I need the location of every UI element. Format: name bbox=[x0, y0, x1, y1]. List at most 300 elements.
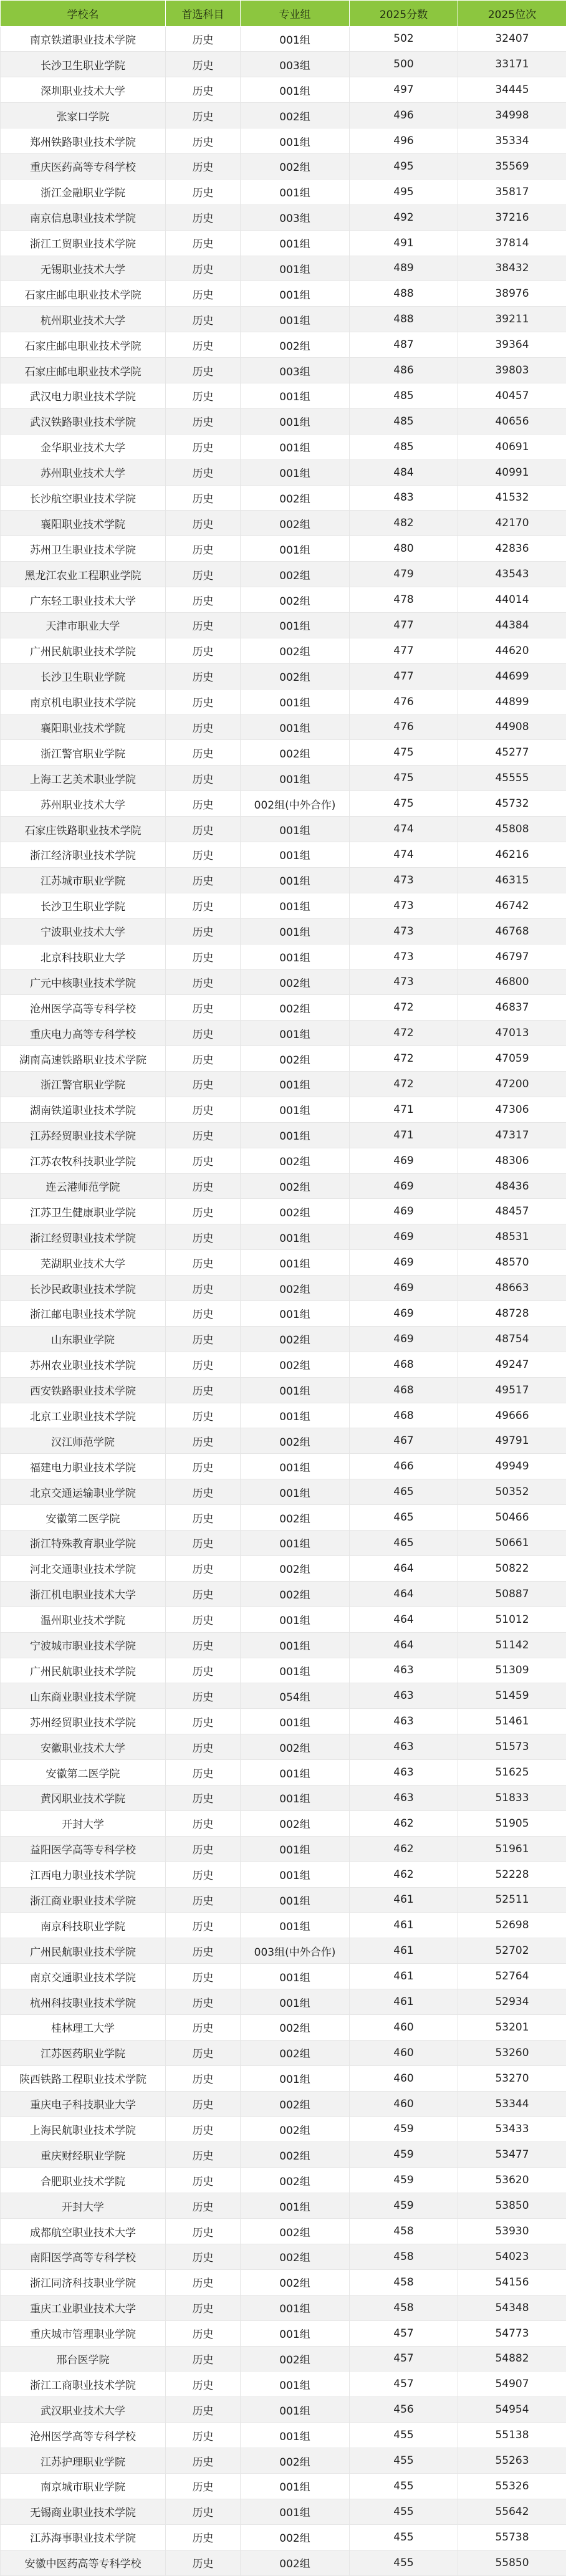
major-group-cell: 001组 bbox=[241, 77, 350, 103]
table-row bbox=[1, 1862, 566, 1887]
first-subject-cell: 历史 bbox=[166, 2219, 241, 2244]
table-row bbox=[1, 2193, 566, 2219]
school-name-cell: 安徽中医药高等专科学校 bbox=[1, 2550, 166, 2575]
table-row bbox=[1, 1505, 566, 1531]
major-group-cell: 001组 bbox=[241, 1097, 350, 1122]
score-cell: 467 bbox=[350, 1428, 458, 1454]
table-row bbox=[1, 2397, 566, 2423]
major-group-cell: 002组 bbox=[241, 1046, 350, 1072]
school-name-cell: 河北交通职业技术学院 bbox=[1, 1555, 166, 1581]
school-name-cell: 重庆电子科技职业大学 bbox=[1, 2091, 166, 2117]
first-subject-cell: 历史 bbox=[166, 1555, 241, 1581]
rank-cell: 46837 bbox=[458, 995, 566, 1021]
school-name-cell: 苏州农业职业技术学院 bbox=[1, 1352, 166, 1377]
major-group-cell: 001组 bbox=[241, 1836, 350, 1862]
table-row bbox=[1, 1913, 566, 1938]
first-subject-cell: 历史 bbox=[166, 766, 241, 791]
school-name-cell: 江苏护理职业学院 bbox=[1, 2448, 166, 2474]
major-group-cell: 001组 bbox=[241, 867, 350, 893]
major-group-cell: 001组 bbox=[241, 714, 350, 740]
table-row bbox=[1, 2269, 566, 2295]
rank-cell: 45277 bbox=[458, 740, 566, 766]
score-cell: 476 bbox=[350, 714, 458, 740]
score-cell: 468 bbox=[350, 1352, 458, 1377]
rank-cell: 51459 bbox=[458, 1683, 566, 1709]
school-name-cell: 石家庄邮电职业技术学院 bbox=[1, 358, 166, 383]
major-group-cell: 002组 bbox=[241, 1734, 350, 1760]
table-row bbox=[1, 2524, 566, 2550]
table-row bbox=[1, 332, 566, 358]
rank-cell: 35817 bbox=[458, 179, 566, 204]
major-group-cell: 054组 bbox=[241, 1683, 350, 1709]
rank-cell: 50887 bbox=[458, 1581, 566, 1607]
table-row bbox=[1, 1785, 566, 1810]
score-cell: 485 bbox=[350, 434, 458, 459]
score-cell: 455 bbox=[350, 2448, 458, 2474]
first-subject-cell: 历史 bbox=[166, 459, 241, 485]
major-group-cell: 001组 bbox=[241, 1224, 350, 1250]
first-subject-cell: 历史 bbox=[166, 689, 241, 714]
score-cell: 457 bbox=[350, 2346, 458, 2372]
first-subject-cell: 历史 bbox=[166, 408, 241, 434]
table-row bbox=[1, 1760, 566, 1785]
table-row bbox=[1, 2346, 566, 2372]
first-subject-cell: 历史 bbox=[166, 1581, 241, 1607]
rank-cell: 51461 bbox=[458, 1709, 566, 1734]
school-name-cell: 苏州职业技术大学 bbox=[1, 459, 166, 485]
rank-cell: 39211 bbox=[458, 307, 566, 332]
major-group-cell: 002组(中外合作) bbox=[241, 791, 350, 817]
first-subject-cell: 历史 bbox=[166, 2091, 241, 2117]
first-subject-cell: 历史 bbox=[166, 1403, 241, 1428]
table-row bbox=[1, 103, 566, 128]
score-cell: 463 bbox=[350, 1760, 458, 1785]
rank-cell: 39803 bbox=[458, 358, 566, 383]
rank-cell: 48728 bbox=[458, 1301, 566, 1327]
table-row bbox=[1, 77, 566, 103]
first-subject-cell: 历史 bbox=[166, 1683, 241, 1709]
table-header-row bbox=[1, 1, 566, 27]
table-row bbox=[1, 2295, 566, 2320]
score-cell: 455 bbox=[350, 2423, 458, 2448]
major-group-cell: 001组 bbox=[241, 2320, 350, 2346]
school-name-cell: 江苏城市职业学院 bbox=[1, 867, 166, 893]
first-subject-cell: 历史 bbox=[166, 1989, 241, 2015]
school-name-cell: 上海民航职业技术学院 bbox=[1, 2117, 166, 2142]
score-cell: 468 bbox=[350, 1403, 458, 1428]
major-group-cell: 001组 bbox=[241, 1785, 350, 1810]
school-name-cell: 南京交通职业技术学院 bbox=[1, 1964, 166, 1989]
major-group-cell: 002组 bbox=[241, 1148, 350, 1173]
first-subject-cell: 历史 bbox=[166, 103, 241, 128]
major-group-cell: 002组 bbox=[241, 2244, 350, 2269]
rank-cell: 40457 bbox=[458, 383, 566, 408]
major-group-cell: 002组 bbox=[241, 1428, 350, 1454]
first-subject-cell: 历史 bbox=[166, 1479, 241, 1505]
table-row bbox=[1, 995, 566, 1021]
major-group-cell: 001组 bbox=[241, 1122, 350, 1148]
rank-cell: 52228 bbox=[458, 1862, 566, 1887]
rank-cell: 52702 bbox=[458, 1938, 566, 1964]
first-subject-cell: 历史 bbox=[166, 2244, 241, 2269]
score-cell: 469 bbox=[350, 1301, 458, 1327]
rank-cell: 45732 bbox=[458, 791, 566, 817]
major-group-cell: 002组 bbox=[241, 332, 350, 358]
rank-cell: 51625 bbox=[458, 1760, 566, 1785]
table-row bbox=[1, 256, 566, 281]
major-group-cell: 001组 bbox=[241, 2065, 350, 2091]
table-body bbox=[1, 26, 566, 2575]
score-cell: 465 bbox=[350, 1479, 458, 1505]
score-cell: 502 bbox=[350, 26, 458, 52]
table-row bbox=[1, 1964, 566, 1989]
rank-cell: 44899 bbox=[458, 689, 566, 714]
table-row bbox=[1, 714, 566, 740]
first-subject-cell: 历史 bbox=[166, 1276, 241, 1301]
table-row bbox=[1, 2423, 566, 2448]
major-group-cell: 001组 bbox=[241, 1301, 350, 1327]
rank-cell: 54954 bbox=[458, 2397, 566, 2423]
score-cell: 455 bbox=[350, 2499, 458, 2524]
rank-cell: 52698 bbox=[458, 1913, 566, 1938]
rank-cell: 50822 bbox=[458, 1555, 566, 1581]
school-name-cell: 黑龙江农业工程职业学院 bbox=[1, 562, 166, 587]
first-subject-cell: 历史 bbox=[166, 358, 241, 383]
table-row bbox=[1, 1021, 566, 1046]
rank-cell: 33171 bbox=[458, 52, 566, 77]
score-cell: 457 bbox=[350, 2372, 458, 2397]
score-cell: 455 bbox=[350, 2524, 458, 2550]
school-name-cell: 襄阳职业技术学院 bbox=[1, 714, 166, 740]
school-name-cell: 广元中核职业技术学院 bbox=[1, 969, 166, 995]
major-group-cell: 002组 bbox=[241, 1199, 350, 1224]
score-cell: 472 bbox=[350, 1072, 458, 1097]
first-subject-cell: 历史 bbox=[166, 230, 241, 256]
first-subject-cell: 历史 bbox=[166, 817, 241, 842]
major-group-cell: 001组 bbox=[241, 128, 350, 154]
score-cell: 459 bbox=[350, 2168, 458, 2193]
rank-cell: 50661 bbox=[458, 1531, 566, 1556]
major-group-cell: 001组 bbox=[241, 1632, 350, 1658]
first-subject-cell: 历史 bbox=[166, 2474, 241, 2499]
first-subject-cell: 历史 bbox=[166, 2346, 241, 2372]
score-cell: 484 bbox=[350, 459, 458, 485]
rank-cell: 49517 bbox=[458, 1377, 566, 1403]
rank-cell: 54348 bbox=[458, 2295, 566, 2320]
school-name-cell: 武汉电力职业技术学院 bbox=[1, 383, 166, 408]
major-group-cell: 002组 bbox=[241, 2014, 350, 2040]
school-name-cell: 浙江邮电职业技术学院 bbox=[1, 1301, 166, 1327]
score-cell: 460 bbox=[350, 2014, 458, 2040]
score-cell: 460 bbox=[350, 2040, 458, 2065]
major-group-cell: 001组 bbox=[241, 2397, 350, 2423]
major-group-cell: 001组 bbox=[241, 1377, 350, 1403]
table-row bbox=[1, 944, 566, 969]
school-name-cell: 浙江警官职业学院 bbox=[1, 740, 166, 766]
major-group-cell: 001组 bbox=[241, 179, 350, 204]
major-group-cell: 002组 bbox=[241, 2219, 350, 2244]
school-name-cell: 江西电力职业技术学院 bbox=[1, 1862, 166, 1887]
major-group-cell: 001组 bbox=[241, 2372, 350, 2397]
school-name-cell: 浙江警官职业学院 bbox=[1, 1072, 166, 1097]
table-row bbox=[1, 128, 566, 154]
score-cell: 469 bbox=[350, 1199, 458, 1224]
score-cell: 472 bbox=[350, 1046, 458, 1072]
score-cell: 477 bbox=[350, 663, 458, 689]
first-subject-cell: 历史 bbox=[166, 1760, 241, 1785]
table-row bbox=[1, 1607, 566, 1632]
first-subject-cell: 历史 bbox=[166, 714, 241, 740]
table-row bbox=[1, 511, 566, 536]
school-name-cell: 无锡职业技术大学 bbox=[1, 256, 166, 281]
score-cell: 495 bbox=[350, 153, 458, 179]
major-group-cell: 002组 bbox=[241, 103, 350, 128]
score-cell: 475 bbox=[350, 740, 458, 766]
major-group-cell: 002组 bbox=[241, 1326, 350, 1352]
score-cell: 463 bbox=[350, 1683, 458, 1709]
rank-cell: 54773 bbox=[458, 2320, 566, 2346]
table-row bbox=[1, 842, 566, 868]
score-cell: 463 bbox=[350, 1709, 458, 1734]
rank-cell: 51012 bbox=[458, 1607, 566, 1632]
score-cell: 461 bbox=[350, 1913, 458, 1938]
rank-cell: 34998 bbox=[458, 103, 566, 128]
table-row bbox=[1, 1555, 566, 1581]
rank-cell: 53850 bbox=[458, 2193, 566, 2219]
rank-cell: 55138 bbox=[458, 2423, 566, 2448]
first-subject-cell: 历史 bbox=[166, 1352, 241, 1377]
school-name-cell: 重庆医药高等专科学校 bbox=[1, 153, 166, 179]
major-group-cell: 003组 bbox=[241, 52, 350, 77]
first-subject-cell: 历史 bbox=[166, 638, 241, 663]
first-subject-cell: 历史 bbox=[166, 740, 241, 766]
first-subject-cell: 历史 bbox=[166, 1632, 241, 1658]
table-row bbox=[1, 1836, 566, 1862]
major-group-cell: 001组 bbox=[241, 1403, 350, 1428]
rank-cell: 37216 bbox=[458, 204, 566, 230]
rank-cell: 54882 bbox=[458, 2346, 566, 2372]
first-subject-cell: 历史 bbox=[166, 2269, 241, 2295]
school-name-cell: 安徽第二医学院 bbox=[1, 1505, 166, 1531]
rank-cell: 53260 bbox=[458, 2040, 566, 2065]
rank-cell: 47306 bbox=[458, 1097, 566, 1122]
school-name-cell: 江苏经贸职业技术学院 bbox=[1, 1122, 166, 1148]
school-name-cell: 广州民航职业技术学院 bbox=[1, 1658, 166, 1683]
school-name-cell: 广东轻工职业技术大学 bbox=[1, 587, 166, 613]
first-subject-cell: 历史 bbox=[166, 1428, 241, 1454]
score-cell: 479 bbox=[350, 562, 458, 587]
first-subject-cell: 历史 bbox=[166, 995, 241, 1021]
rank-cell: 53270 bbox=[458, 2065, 566, 2091]
score-cell: 463 bbox=[350, 1658, 458, 1683]
score-cell: 474 bbox=[350, 842, 458, 868]
major-group-cell: 001组 bbox=[241, 2295, 350, 2320]
score-cell: 476 bbox=[350, 689, 458, 714]
first-subject-cell: 历史 bbox=[166, 2423, 241, 2448]
school-name-cell: 江苏医药职业学院 bbox=[1, 2040, 166, 2065]
score-cell: 464 bbox=[350, 1607, 458, 1632]
table-row bbox=[1, 1097, 566, 1122]
first-subject-cell: 历史 bbox=[166, 128, 241, 154]
first-subject-cell: 历史 bbox=[166, 256, 241, 281]
score-cell: 485 bbox=[350, 383, 458, 408]
rank-cell: 46768 bbox=[458, 918, 566, 944]
score-cell: 492 bbox=[350, 204, 458, 230]
school-name-cell: 深圳职业技术大学 bbox=[1, 77, 166, 103]
major-group-cell: 001组 bbox=[241, 893, 350, 918]
score-cell: 459 bbox=[350, 2193, 458, 2219]
major-group-cell: 002组 bbox=[241, 740, 350, 766]
school-name-cell: 石家庄邮电职业技术学院 bbox=[1, 281, 166, 307]
score-cell: 463 bbox=[350, 1734, 458, 1760]
first-subject-cell: 历史 bbox=[166, 26, 241, 52]
score-cell: 469 bbox=[350, 1173, 458, 1199]
first-subject-cell: 历史 bbox=[166, 2014, 241, 2040]
first-subject-cell: 历史 bbox=[166, 536, 241, 562]
first-subject-cell: 历史 bbox=[166, 204, 241, 230]
first-subject-cell: 历史 bbox=[166, 485, 241, 511]
school-name-cell: 郑州铁路职业技术学院 bbox=[1, 128, 166, 154]
rank-cell: 55642 bbox=[458, 2499, 566, 2524]
rank-cell: 55738 bbox=[458, 2524, 566, 2550]
major-group-cell: 001组 bbox=[241, 689, 350, 714]
school-name-cell: 湖南铁道职业技术学院 bbox=[1, 1097, 166, 1122]
school-name-cell: 北京科技职业大学 bbox=[1, 944, 166, 969]
first-subject-cell: 历史 bbox=[166, 1301, 241, 1327]
major-group-cell: 002组 bbox=[241, 2524, 350, 2550]
score-cell: 461 bbox=[350, 1887, 458, 1913]
score-cell: 461 bbox=[350, 1964, 458, 1989]
first-subject-cell: 历史 bbox=[166, 1224, 241, 1250]
school-name-cell: 山东职业学院 bbox=[1, 1326, 166, 1352]
rank-cell: 51142 bbox=[458, 1632, 566, 1658]
table-row bbox=[1, 1709, 566, 1734]
first-subject-cell: 历史 bbox=[166, 2193, 241, 2219]
rank-cell: 47059 bbox=[458, 1046, 566, 1072]
school-name-cell: 杭州职业技术大学 bbox=[1, 307, 166, 332]
first-subject-cell: 历史 bbox=[166, 281, 241, 307]
school-name-cell: 北京交通运输职业学院 bbox=[1, 1479, 166, 1505]
rank-cell: 52934 bbox=[458, 1989, 566, 2015]
rank-cell: 47317 bbox=[458, 1122, 566, 1148]
school-name-cell: 南京机电职业技术学院 bbox=[1, 689, 166, 714]
table-row bbox=[1, 2091, 566, 2117]
score-cell: 459 bbox=[350, 2142, 458, 2168]
first-subject-cell: 历史 bbox=[166, 663, 241, 689]
school-name-cell: 浙江同济科技职业学院 bbox=[1, 2269, 166, 2295]
rank-cell: 51309 bbox=[458, 1658, 566, 1683]
rank-cell: 44620 bbox=[458, 638, 566, 663]
rank-cell: 41532 bbox=[458, 485, 566, 511]
table-row bbox=[1, 2014, 566, 2040]
first-subject-cell: 历史 bbox=[166, 2499, 241, 2524]
table-row bbox=[1, 358, 566, 383]
score-cell: 466 bbox=[350, 1454, 458, 1479]
score-cell: 496 bbox=[350, 103, 458, 128]
score-cell: 477 bbox=[350, 638, 458, 663]
first-subject-cell: 历史 bbox=[166, 2295, 241, 2320]
major-group-cell: 002组 bbox=[241, 2550, 350, 2575]
rank-cell: 51961 bbox=[458, 1836, 566, 1862]
table-row bbox=[1, 230, 566, 256]
rank-cell: 46797 bbox=[458, 944, 566, 969]
rank-cell: 45555 bbox=[458, 766, 566, 791]
score-cell: 473 bbox=[350, 944, 458, 969]
rank-cell: 40991 bbox=[458, 459, 566, 485]
rank-cell: 35334 bbox=[458, 128, 566, 154]
first-subject-cell: 历史 bbox=[166, 1658, 241, 1683]
rank-cell: 46315 bbox=[458, 867, 566, 893]
rank-cell: 48663 bbox=[458, 1276, 566, 1301]
rank-cell: 54023 bbox=[458, 2244, 566, 2269]
first-subject-cell: 历史 bbox=[166, 1454, 241, 1479]
first-subject-cell: 历史 bbox=[166, 1734, 241, 1760]
table-row bbox=[1, 1122, 566, 1148]
score-cell: 487 bbox=[350, 332, 458, 358]
score-cell: 486 bbox=[350, 358, 458, 383]
school-name-cell: 广州民航职业技术学院 bbox=[1, 1938, 166, 1964]
first-subject-cell: 历史 bbox=[166, 1862, 241, 1887]
major-group-cell: 002组 bbox=[241, 2168, 350, 2193]
major-group-cell: 002组 bbox=[241, 511, 350, 536]
score-cell: 473 bbox=[350, 918, 458, 944]
school-name-cell: 重庆电力高等专科学校 bbox=[1, 1021, 166, 1046]
table-row bbox=[1, 918, 566, 944]
table-row bbox=[1, 1938, 566, 1964]
rank-cell: 37814 bbox=[458, 230, 566, 256]
school-name-cell: 重庆城市管理职业学院 bbox=[1, 2320, 166, 2346]
major-group-cell: 001组 bbox=[241, 1989, 350, 2015]
school-name-cell: 武汉铁路职业技术学院 bbox=[1, 408, 166, 434]
school-name-cell: 苏州卫生职业技术学院 bbox=[1, 536, 166, 562]
first-subject-cell: 历史 bbox=[166, 1964, 241, 1989]
table-row bbox=[1, 2474, 566, 2499]
first-subject-cell: 历史 bbox=[166, 918, 241, 944]
table-row bbox=[1, 766, 566, 791]
table-row bbox=[1, 893, 566, 918]
first-subject-cell: 历史 bbox=[166, 2320, 241, 2346]
table-row bbox=[1, 1734, 566, 1760]
score-cell: 458 bbox=[350, 2219, 458, 2244]
school-name-cell: 浙江经济职业技术学院 bbox=[1, 842, 166, 868]
score-cell: 473 bbox=[350, 893, 458, 918]
table-row bbox=[1, 383, 566, 408]
school-name-cell: 益阳医学高等专科学校 bbox=[1, 1836, 166, 1862]
major-group-cell: 001组 bbox=[241, 536, 350, 562]
table-row bbox=[1, 2040, 566, 2065]
table-row bbox=[1, 1148, 566, 1173]
rank-cell: 32407 bbox=[458, 26, 566, 52]
rank-cell: 54907 bbox=[458, 2372, 566, 2397]
first-subject-cell: 历史 bbox=[166, 1709, 241, 1734]
first-subject-cell: 历史 bbox=[166, 1122, 241, 1148]
school-name-cell: 南京城市职业学院 bbox=[1, 2474, 166, 2499]
rank-cell: 52511 bbox=[458, 1887, 566, 1913]
rank-cell: 53433 bbox=[458, 2117, 566, 2142]
rank-cell: 53620 bbox=[458, 2168, 566, 2193]
score-cell: 478 bbox=[350, 587, 458, 613]
major-group-cell: 001组 bbox=[241, 817, 350, 842]
score-cell: 491 bbox=[350, 230, 458, 256]
table-row bbox=[1, 1250, 566, 1276]
major-group-cell: 002组 bbox=[241, 562, 350, 587]
school-name-cell: 南京信息职业技术学院 bbox=[1, 204, 166, 230]
major-group-cell: 002组 bbox=[241, 587, 350, 613]
table-row bbox=[1, 179, 566, 204]
table-row bbox=[1, 1276, 566, 1301]
school-name-cell: 重庆财经职业学院 bbox=[1, 2142, 166, 2168]
score-cell: 461 bbox=[350, 1938, 458, 1964]
